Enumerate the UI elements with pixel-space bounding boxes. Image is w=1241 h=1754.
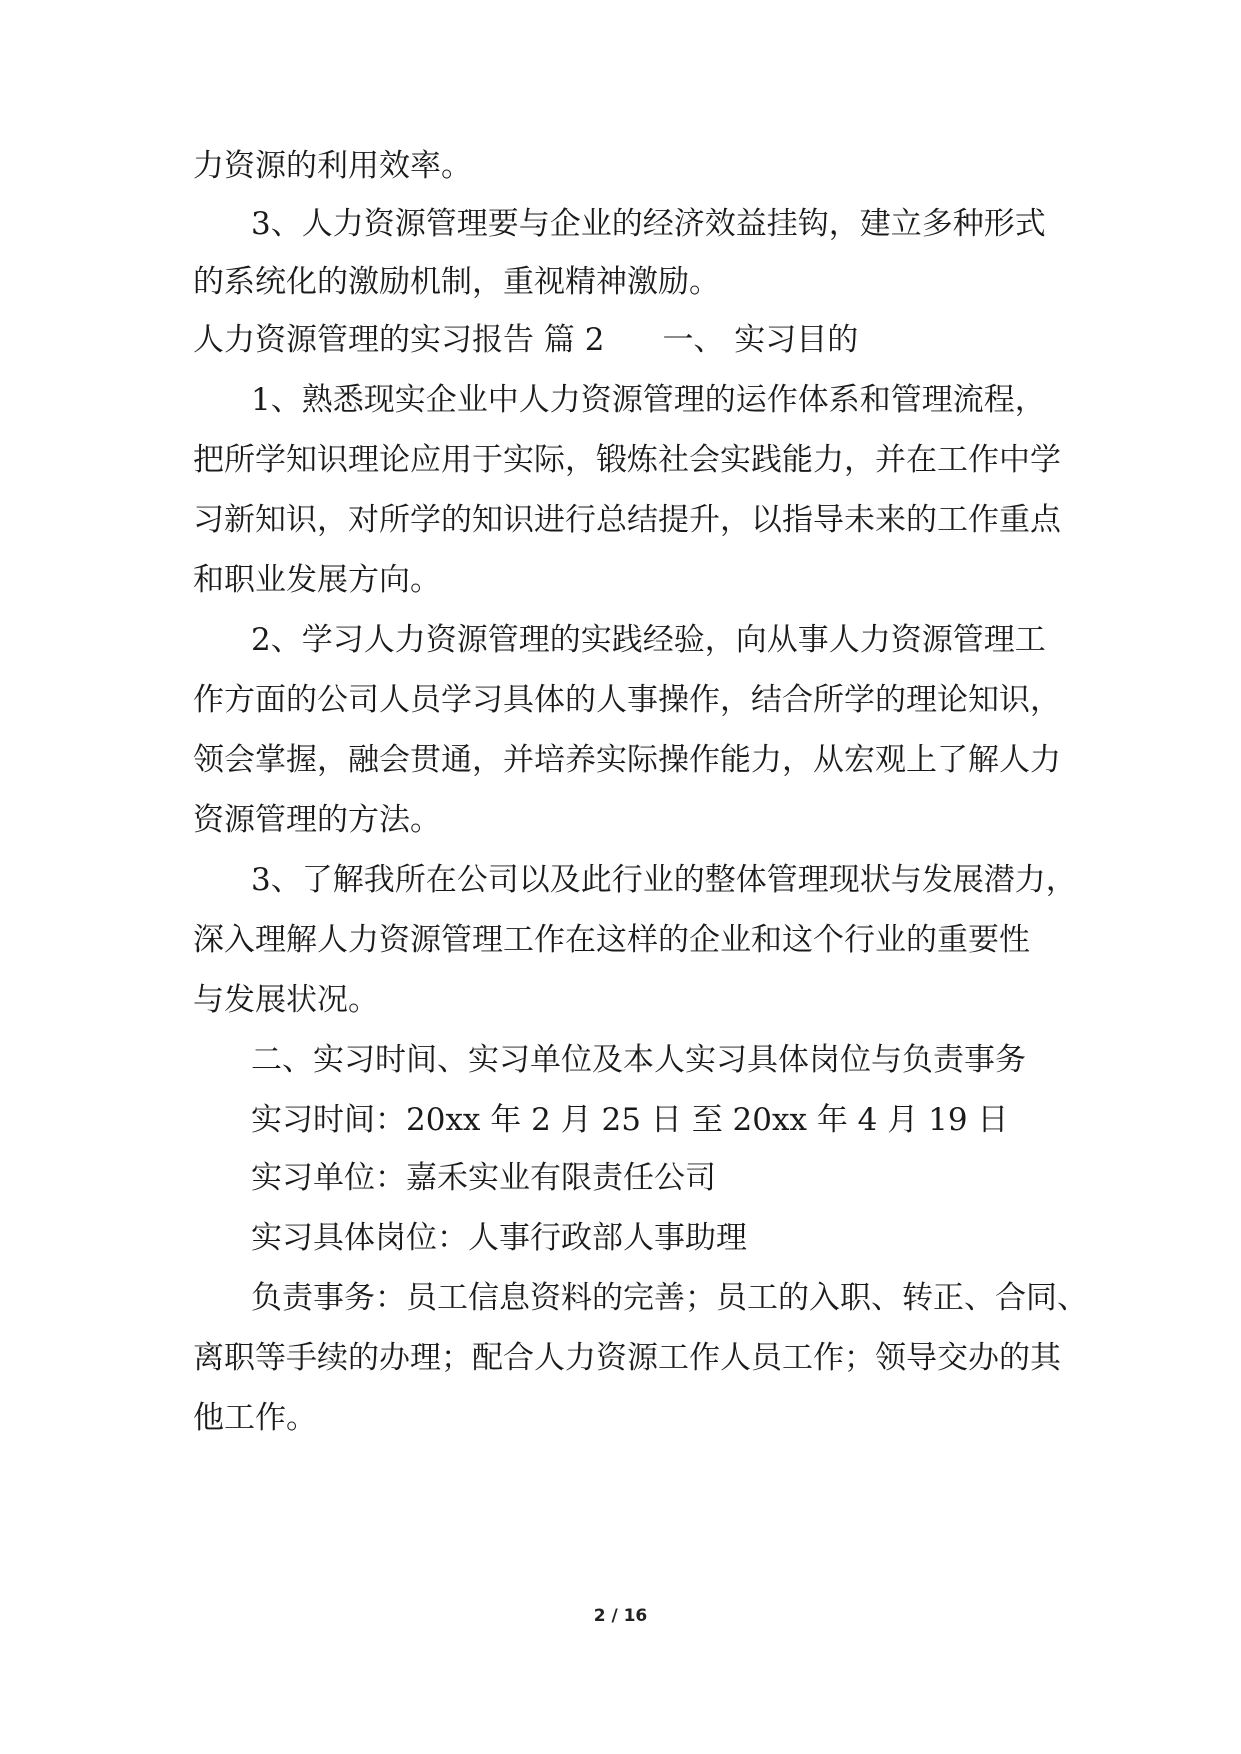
report-title: 人力资源管理的实习报告 篇 2 (193, 322, 605, 358)
paragraph-line: 2、学习人力资源管理的实践经验，向从事人力资源管理工 (251, 622, 1046, 658)
paragraph-line: 离职等手续的办理；配合人力资源工作人员工作；领导交办的其 (193, 1340, 1061, 1376)
paragraph-line: 二、实习时间、实习单位及本人实习具体岗位与负责事务 (251, 1042, 1026, 1078)
paragraph-line: 1、熟悉现实企业中人力资源管理的运作体系和管理流程， (251, 382, 1046, 418)
paragraph-line: 与发展状况。 (193, 982, 379, 1018)
paragraph-line: 他工作。 (193, 1400, 317, 1436)
paragraph-line: 的系统化的激励机制，重视精神激励。 (193, 264, 720, 300)
paragraph-line: 3、了解我所在公司以及此行业的整体管理现状与发展潜力， (251, 862, 1077, 898)
paragraph-line: 资源管理的方法。 (193, 802, 441, 838)
internship-company: 实习单位：嘉禾实业有限责任公司 (251, 1160, 716, 1196)
paragraph-line: 作方面的公司人员学习具体的人事操作，结合所学的理论知识， (193, 682, 1061, 718)
paragraph-line: 3、人力资源管理要与企业的经济效益挂钩，建立多种形式 (251, 206, 1046, 242)
paragraph-line: 和职业发展方向。 (193, 562, 441, 598)
internship-position: 实习具体岗位：人事行政部人事助理 (251, 1220, 747, 1256)
section-title: 一、 实习目的 (662, 322, 859, 358)
paragraph-line: 习新知识，对所学的知识进行总结提升，以指导未来的工作重点 (193, 502, 1061, 538)
page-number: 2 / 16 (593, 1606, 648, 1626)
paragraph-line: 领会掌握，融会贯通，并培养实际操作能力，从宏观上了解人力 (193, 742, 1061, 778)
paragraph-line: 负责事务：员工信息资料的完善；员工的入职、转正、合同、 (251, 1280, 1088, 1316)
section-heading (193, 320, 858, 360)
paragraph-line: 深入理解人力资源管理工作在这样的企业和这个行业的重要性 (193, 922, 1030, 958)
paragraph-line: 力资源的利用效率。 (193, 148, 472, 184)
paragraph-line: 把所学知识理论应用于实际，锻炼社会实践能力，并在工作中学 (193, 442, 1061, 478)
internship-time: 实习时间：20xx 年 2 月 25 日 至 20xx 年 4 月 19 日 (251, 1102, 1009, 1138)
